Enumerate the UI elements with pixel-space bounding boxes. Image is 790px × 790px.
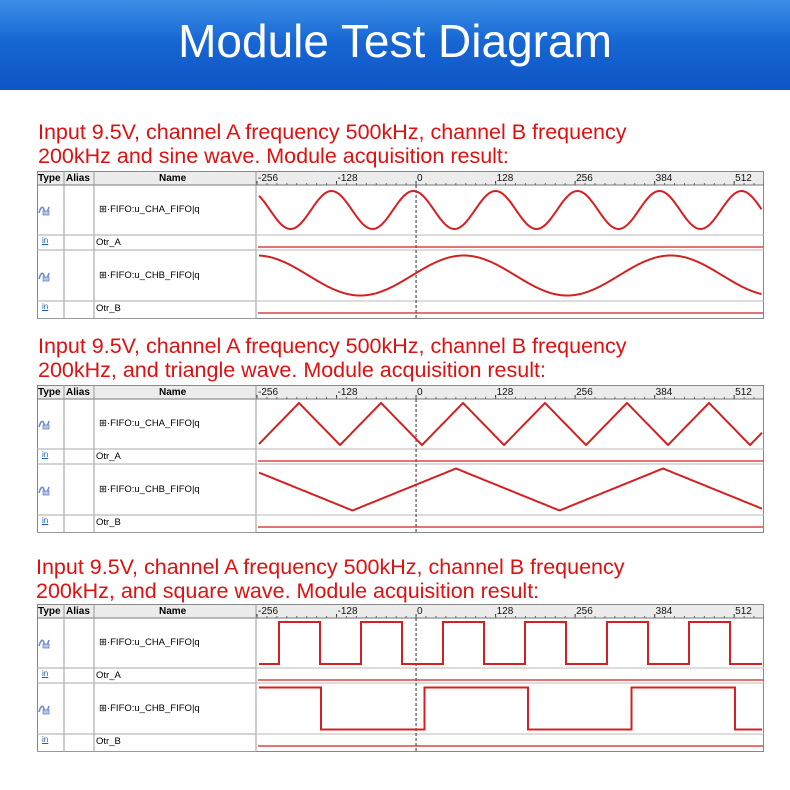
tick-label: 256 <box>576 606 593 617</box>
signal-name[interactable]: Otr_A <box>96 236 121 248</box>
signal-name[interactable]: Otr_A <box>96 669 121 681</box>
bus-signal-icon <box>37 483 51 497</box>
tick-label: 384 <box>655 173 673 184</box>
column-header-type: Type <box>38 387 61 398</box>
caption-line-1: Input 9.5V, channel A frequency 500kHz, channel B frequency <box>38 120 627 144</box>
input-pin-icon: in <box>42 236 49 245</box>
waveform-panel-triangle <box>37 385 764 533</box>
column-header-alias: Alias <box>66 173 90 184</box>
caption-line-2: 200kHz and sine wave. Module acquisition result: <box>38 144 509 168</box>
signal-name[interactable]: ⊞·FIFO:u_CHB_FIFO|q <box>99 702 200 714</box>
caption-line-2: 200kHz, and square wave. Module acquisition result: <box>36 579 540 603</box>
signal-name[interactable]: Otr_A <box>96 450 121 462</box>
signal-name[interactable]: Otr_B <box>96 302 121 314</box>
caption-triangle <box>38 334 626 382</box>
tick-label: -128 <box>337 606 358 617</box>
column-header-name: Name <box>159 387 187 398</box>
title-banner <box>0 0 790 90</box>
column-header-alias: Alias <box>66 387 90 398</box>
bus-signal-icon <box>37 636 51 650</box>
caption-sine <box>38 120 626 168</box>
caption-line-2: 200kHz, and triangle wave. Module acquisition result: <box>38 358 546 382</box>
bus-signal-icon <box>37 417 51 431</box>
tick-label: -128 <box>337 387 358 398</box>
tick-label: 128 <box>496 387 514 398</box>
column-header-type: Type <box>38 606 61 617</box>
caption-line-1: Input 9.5V, channel A frequency 500kHz, channel B frequency <box>36 555 625 579</box>
signal-name[interactable]: Otr_B <box>96 735 121 747</box>
tick-label: 128 <box>496 606 514 617</box>
tick-label: 0 <box>417 387 423 398</box>
input-pin-icon: in <box>42 735 49 744</box>
signal-name[interactable]: Otr_B <box>96 516 121 528</box>
waveform-panel-sine <box>37 171 764 319</box>
tick-label: 384 <box>655 606 673 617</box>
input-pin-icon: in <box>42 669 49 678</box>
tick-label: 256 <box>576 387 593 398</box>
tick-label: 512 <box>735 606 752 617</box>
input-pin-icon: in <box>42 450 49 459</box>
signal-name[interactable]: ⊞·FIFO:u_CHA_FIFO|q <box>99 204 200 215</box>
waveform-panel-square <box>37 604 764 752</box>
caption-square <box>36 555 624 603</box>
tick-label: 512 <box>735 387 752 398</box>
column-header-type: Type <box>38 173 61 184</box>
tick-label: -256 <box>258 173 279 184</box>
tick-label: 0 <box>417 606 423 617</box>
signal-name[interactable]: ⊞·FIFO:u_CHA_FIFO|q <box>99 637 200 648</box>
tick-label: 0 <box>417 173 423 184</box>
tick-label: 256 <box>576 173 593 184</box>
bus-signal-icon <box>37 269 51 283</box>
column-header-name: Name <box>159 173 187 184</box>
tick-label: 128 <box>496 173 514 184</box>
caption-line-1: Input 9.5V, channel A frequency 500kHz, channel B frequency <box>38 334 627 358</box>
waveform-grid <box>37 171 764 319</box>
input-pin-icon: in <box>42 302 49 311</box>
signal-name[interactable]: ⊞·FIFO:u_CHB_FIFO|q <box>99 483 200 495</box>
bus-signal-icon <box>37 702 51 716</box>
tick-label: -128 <box>337 173 358 184</box>
signal-name[interactable]: ⊞·FIFO:u_CHB_FIFO|q <box>99 269 200 281</box>
tick-label: -256 <box>258 387 279 398</box>
tick-label: -256 <box>258 606 279 617</box>
column-header-name: Name <box>159 606 187 617</box>
bus-signal-icon <box>37 203 51 217</box>
waveform-grid <box>37 604 764 752</box>
signal-name[interactable]: ⊞·FIFO:u_CHA_FIFO|q <box>99 418 200 429</box>
column-header-alias: Alias <box>66 606 90 617</box>
waveform-grid <box>37 385 764 533</box>
page-title: Module Test Diagram <box>178 15 612 67</box>
input-pin-icon: in <box>42 516 49 525</box>
tick-label: 384 <box>655 387 673 398</box>
tick-label: 512 <box>735 173 752 184</box>
